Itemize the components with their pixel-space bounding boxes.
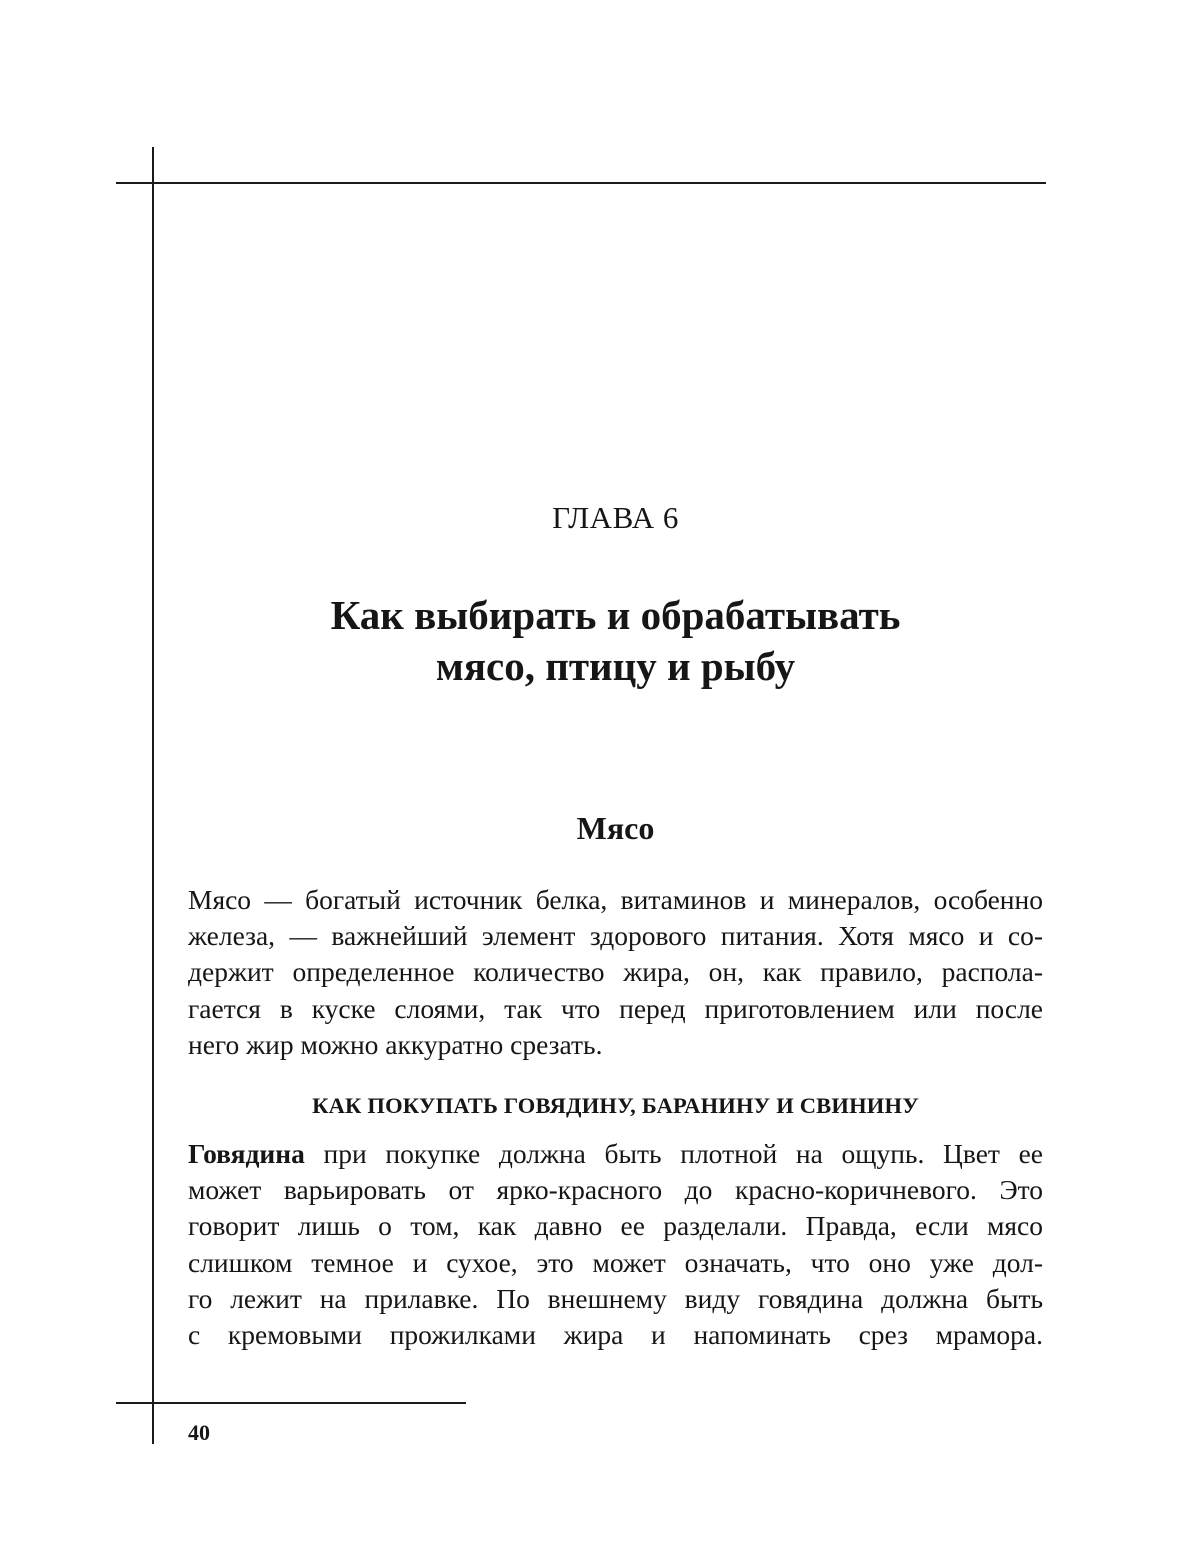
paragraph-line: го лежит на прилавке. По внешнему виду говядина должна быть [188, 1282, 1043, 1314]
paragraph-line: Мясо — богатый источник белка, витаминов и минералов, особенно [188, 884, 1043, 915]
paragraph-line: слишком темное и сухое, это может означать, что оно уже дол- [188, 1246, 1043, 1278]
paragraph-line: держит определенное количество жира, он, как правило, распола- [188, 956, 1043, 988]
first-line-text: при покупке должна быть плотной на ощупь. Цвет ее [304, 1138, 1043, 1169]
page-number: 40 [188, 1420, 210, 1445]
chapter-label: ГЛАВА 6 [552, 500, 679, 535]
paragraph-line: говорит лишь о том, как давно ее разделали. Правда, если мясо [188, 1210, 1043, 1242]
chapter-title-line-1: Как выбирать и обрабатывать [330, 592, 901, 638]
beef-paragraph [188, 1136, 1043, 1353]
paragraph-line: гается в куске слоями, так что перед приготовлением или после [188, 992, 1043, 1024]
header-horizontal-rule [116, 182, 1046, 184]
chapter-title [188, 590, 1043, 692]
paragraph-line: с кремовыми прожилками жира и напоминать срез мрамора. [188, 1319, 1043, 1351]
section-heading: Мясо [576, 810, 655, 846]
paragraph-line [188, 1136, 1043, 1172]
paragraph-line: может варьировать от ярко-красного до красно-коричневого. Это [188, 1174, 1043, 1206]
lead-term: Говядина [188, 1138, 305, 1169]
paragraph-line: железа, — важнейший элемент здорового питания. Хотя мясо и со- [188, 920, 1043, 952]
subsection-heading: КАК ПОКУПАТЬ ГОВЯДИНУ, БАРАНИНУ И СВИНИНУ [312, 1093, 919, 1118]
footer-horizontal-rule [116, 1402, 466, 1404]
intro-paragraph [188, 882, 1043, 1063]
chapter-title-line-2: мясо, птицу и рыбу [435, 643, 796, 689]
paragraph-line: него жир можно аккуратно срезать. [188, 1028, 603, 1060]
margin-vertical-rule [152, 147, 154, 1444]
